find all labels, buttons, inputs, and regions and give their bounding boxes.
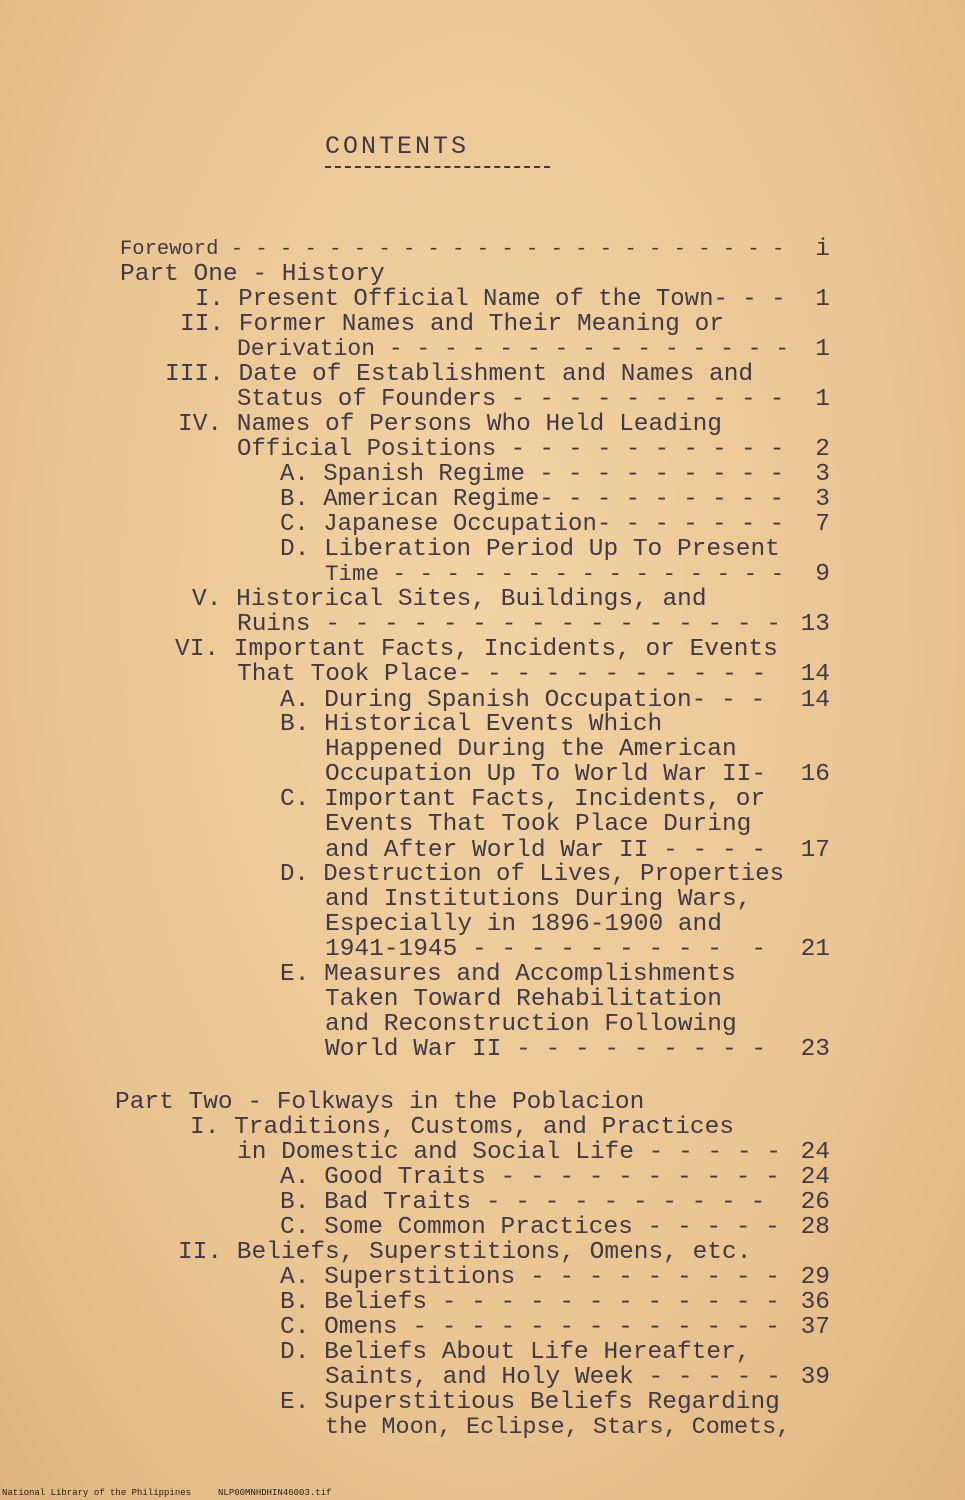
toc-entry: 1941-1945 - - - - - - - - - - — [325, 936, 767, 963]
toc-entry: Part Two - Folkways in the Poblacion — [115, 1089, 645, 1116]
toc-entry: D. Liberation Period Up To Present — [280, 536, 780, 563]
toc-entry: D. Destruction of Lives, Properties — [280, 861, 785, 888]
toc-entry: Events That Took Place During — [325, 811, 752, 838]
toc-page-number: 3 — [815, 486, 830, 513]
toc-entry: Derivation - - - - - - - - - - - - - - - — [237, 336, 790, 362]
toc-page-number: 16 — [800, 761, 830, 788]
toc-entry: Part One - History — [120, 261, 385, 288]
toc-entry: B. Beliefs - - - - - - - - - - - - — [280, 1289, 780, 1316]
page-title: CONTENTS — [325, 132, 470, 161]
toc-page-number: 37 — [800, 1314, 830, 1341]
toc-entry: III. Date of Establishment and Names and — [165, 361, 754, 388]
toc-entry: E. Superstitious Beliefs Regarding — [280, 1389, 780, 1416]
toc-entry: Status of Founders - - - - - - - - - - — [237, 386, 785, 413]
toc-entry: E. Measures and Accomplishments — [280, 961, 736, 988]
toc-page-number: 21 — [800, 936, 830, 963]
toc-page-number: 28 — [800, 1214, 830, 1241]
toc-page-number: 7 — [815, 511, 830, 538]
toc-entry: Taken Toward Rehabilitation — [325, 986, 722, 1013]
toc-entry: A. During Spanish Occupation- - - — [280, 687, 766, 714]
toc-entry: and After World War II - - - - — [325, 837, 767, 864]
toc-entry: Especially in 1896-1900 and — [325, 911, 722, 938]
toc-page-number: 24 — [800, 1139, 830, 1166]
toc-page-number: 3 — [815, 461, 830, 488]
toc-entry: B. Bad Traits - - - - - - - - - - — [280, 1189, 766, 1216]
toc-entry: C. Important Facts, Incidents, or — [280, 786, 766, 813]
toc-entry: A. Spanish Regime - - - - - - - - - — [280, 461, 785, 488]
toc-entry: the Moon, Eclipse, Stars, Comets, — [325, 1414, 791, 1441]
toc-entry: V. Historical Sites, Buildings, and — [192, 586, 707, 613]
toc-page-number: 14 — [800, 661, 830, 688]
toc-entry: World War II - - - - - - - - - — [325, 1036, 767, 1063]
toc-entry: Time - - - - - - - - - - - - - - - — [325, 561, 785, 587]
toc-page-number: 2 — [815, 436, 830, 463]
toc-page-number: 17 — [800, 837, 830, 864]
toc-page-number: 9 — [815, 561, 830, 588]
toc-page-number: 24 — [800, 1164, 830, 1191]
toc-page-number: 23 — [800, 1036, 830, 1063]
toc-entry: in Domestic and Social Life - - - - - — [237, 1139, 781, 1166]
toc-entry: I. Traditions, Customs, and Practices — [190, 1114, 734, 1141]
toc-page-number: 1 — [815, 386, 830, 413]
toc-entry: and Reconstruction Following — [325, 1011, 737, 1038]
toc-entry: A. Superstitions - - - - - - - - - — [280, 1264, 780, 1291]
toc-page-number: 1 — [815, 336, 830, 363]
toc-entry: Happened During the American — [325, 736, 737, 763]
toc-entry: II. Former Names and Their Meaning or — [180, 311, 724, 338]
toc-entry: That Took Place- - - - - - - - - - - — [237, 661, 767, 688]
toc-entry: B. American Regime- - - - - - - - - — [280, 486, 785, 513]
toc-page-number: 39 — [800, 1364, 830, 1391]
toc-entry: C. Omens - - - - - - - - - - - - - — [280, 1314, 780, 1341]
toc-entry: II. Beliefs, Superstitions, Omens, etc. — [178, 1239, 752, 1266]
toc-entry: Official Positions - - - - - - - - - - — [237, 436, 785, 463]
title-underline — [325, 166, 550, 168]
toc-entry: A. Good Traits - - - - - - - - - - — [280, 1164, 780, 1191]
toc-entry: Foreword - - - - - - - - - - - - - - - - - - - - - - - — [120, 238, 785, 261]
toc-entry: D. Beliefs About Life Hereafter, — [280, 1339, 751, 1366]
toc-page-number: 13 — [800, 611, 830, 638]
archive-footer: National Library of the Philippines NLP00MNHDHIN46003.tif — [2, 1488, 332, 1498]
toc-entry: C. Japanese Occupation- - - - - - - — [280, 511, 785, 538]
toc-page-number: 26 — [800, 1189, 830, 1216]
toc-entry: Occupation Up To World War II- — [325, 761, 767, 788]
toc-page-number: 36 — [800, 1289, 830, 1316]
toc-page-number: 29 — [800, 1264, 830, 1291]
toc-entry: VI. Important Facts, Incidents, or Events — [175, 636, 778, 663]
toc-page-number: i — [815, 236, 830, 263]
toc-page-number: 1 — [815, 286, 830, 313]
toc-entry: B. Historical Events Which — [280, 711, 663, 738]
toc-entry: I. Present Official Name of the Town- - - — [195, 286, 786, 313]
toc-entry: IV. Names of Persons Who Held Leading — [178, 411, 722, 438]
toc-entry: and Institutions During Wars, — [325, 886, 752, 913]
toc-entry: Ruins - - - - - - - - - - - - - - - - — [237, 611, 781, 638]
toc-entry: Saints, and Holy Week - - - - - — [325, 1364, 781, 1391]
toc-page-number: 14 — [800, 687, 830, 714]
toc-entry: C. Some Common Practices - - - - - — [280, 1214, 780, 1241]
